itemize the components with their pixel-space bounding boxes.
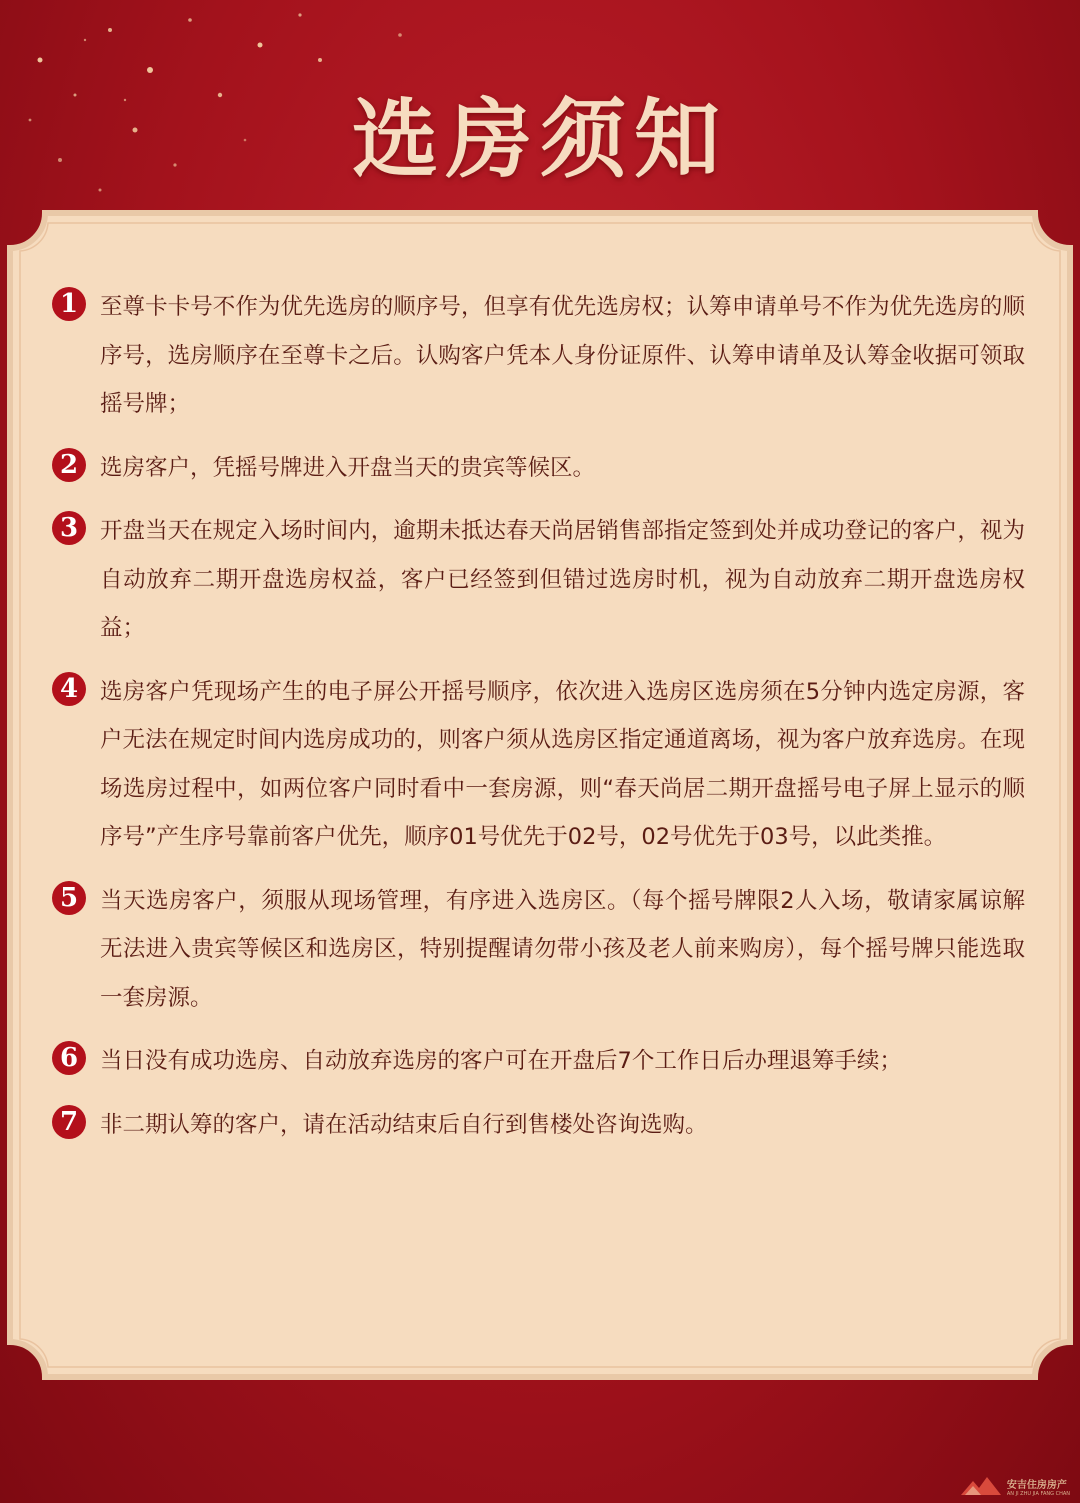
notice-list bbox=[50, 283, 1025, 1164]
notice-item bbox=[50, 444, 1025, 493]
notice-text: 至尊卡卡号不作为优先选房的顺序号，但享有优先选房权；认筹申请单号不作为优先选房的顺序号，选房顺序在至尊卡之后。认购客户凭本人身份证原件、认筹申请单及认筹金收据可领取摇号牌； bbox=[100, 294, 1025, 417]
notice-text: 选房客户凭现场产生的电子屏公开摇号顺序，依次进入选房区选房须在5分钟内选定房源，客户无法在规定时间内选房成功的，则客户须从选房区指定通道离场，视为客户放弃选房。在现场选房过程中，如两位客户同时看中一套房源，则“春天尚居二期开盘摇号电子屏上显示的顺序号”产生序号靠前客户优先，顺序01号优先于02号，02号优先于03号，以此类推。 bbox=[100, 678, 1025, 850]
notice-text: 当天选房客户，须服从现场管理，有序进入选房区。（每个摇号牌限2人入场，敬请家属谅解无法进入贵宾等候区和选房区，特别提醒请勿带小孩及老人前来购房），每个摇号牌只能选取一套房源。 bbox=[100, 887, 1025, 1011]
notice-item bbox=[50, 507, 1025, 653]
number-badge-4: 4 bbox=[52, 672, 86, 706]
number-badge-2: 2 bbox=[52, 448, 86, 482]
number-badge-5: 5 bbox=[52, 881, 86, 915]
number-badge-3: 3 bbox=[52, 511, 86, 545]
notice-text: 非二期认筹的客户，请在活动结束后自行到售楼处咨询选购。 bbox=[100, 1111, 708, 1138]
notice-text: 开盘当天在规定入场时间内，逾期未抵达春天尚居销售部指定签到处并成功登记的客户，视为自动放弃二期开盘选房权益，客户已经签到但错过选房时机，视为自动放弃二期开盘选房权益； bbox=[100, 518, 1025, 641]
notice-item bbox=[50, 283, 1025, 429]
brand-logo bbox=[959, 1475, 1070, 1497]
logo-text: 安吉住房房产 bbox=[1006, 1479, 1067, 1491]
number-badge-7: 7 bbox=[52, 1105, 86, 1139]
notice-text: 选房客户，凭摇号牌进入开盘当天的贵宾等候区。 bbox=[100, 454, 596, 481]
logo-subtext: AN JI ZHU JIA FANG CHAN bbox=[1006, 1490, 1070, 1497]
notice-item bbox=[50, 1101, 1025, 1150]
notice-text: 当日没有成功选房、自动放弃选房的客户可在开盘后7个工作日后办理退筹手续； bbox=[100, 1048, 902, 1074]
page-title: 选房须知 bbox=[352, 89, 728, 190]
notice-item bbox=[50, 877, 1025, 1023]
notice-item bbox=[50, 668, 1025, 862]
number-badge-1: 1 bbox=[52, 287, 86, 321]
number-badge-6: 6 bbox=[52, 1041, 86, 1075]
mountain-logo-icon bbox=[959, 1475, 1003, 1497]
notice-item bbox=[50, 1037, 1025, 1086]
